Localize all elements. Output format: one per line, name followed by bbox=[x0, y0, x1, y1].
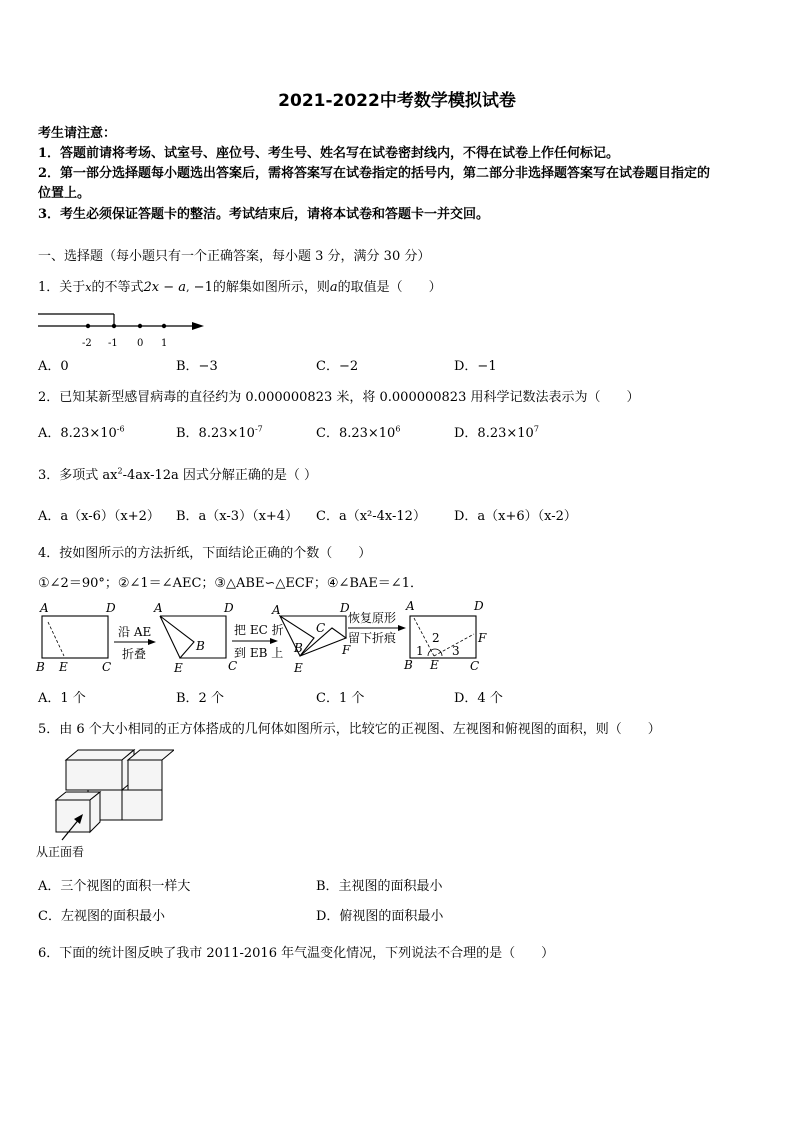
question-3-stem: 3．多项式 $ax^2-4ax-12a$ 因式分解正确的是（ ） bbox=[38, 466, 318, 483]
q1-inequality-rhs: −1 bbox=[193, 280, 213, 295]
svg-text:D: D bbox=[224, 601, 234, 615]
svg-text:C: C bbox=[470, 659, 480, 673]
svg-text:F: F bbox=[342, 643, 351, 657]
notice-item-2: 2．第一部分选择题每小题选出答案后，需将答案写在试卷指定的括号内，第二部分非选择题答案写在试卷题目指定的 bbox=[38, 166, 711, 181]
q1-text-3: 的解集如图所示，则 bbox=[212, 280, 330, 295]
svg-text:E: E bbox=[59, 660, 68, 674]
q4-option-d[interactable]: D．4 个 bbox=[454, 691, 503, 706]
svg-text:F: F bbox=[478, 631, 487, 645]
svg-text:D: D bbox=[474, 599, 484, 613]
q1-option-d[interactable]: D．−1 bbox=[454, 359, 497, 374]
q4-option-c[interactable]: C．1 个 bbox=[316, 691, 365, 706]
q4-folding-diagram bbox=[34, 598, 504, 678]
q1-inequality: 2x − a bbox=[143, 280, 187, 295]
step2-label: 把 EC 折 bbox=[234, 623, 284, 637]
q1-option-c[interactable]: C．−2 bbox=[316, 359, 359, 374]
q1-number-line bbox=[36, 302, 216, 350]
q2-option-b[interactable]: B．$8.23\times 10^{-7}$ bbox=[176, 424, 263, 441]
q1-text-1: 1．关于 bbox=[38, 280, 86, 295]
tick-label: -2 bbox=[82, 338, 92, 349]
notice-item-2-cont: 位置上。 bbox=[38, 186, 91, 201]
q1-text-2: 的不等式 bbox=[91, 280, 144, 295]
q3-option-a[interactable]: A．a（x-6）（x+2） bbox=[38, 509, 160, 524]
question-5-stem: 5．由 6 个大小相同的正方体搭成的几何体如图所示，比较它的正视图、左视图和俯视图的面积，则（ ） bbox=[38, 722, 661, 737]
svg-text:A: A bbox=[272, 603, 281, 617]
tick-label: 0 bbox=[137, 338, 144, 349]
tick-label: -1 bbox=[108, 338, 118, 349]
step3-label: 恢复原形 bbox=[348, 611, 397, 625]
q2-option-a[interactable]: A．$8.23\times 10^{-6}$ bbox=[38, 424, 125, 441]
svg-text:C: C bbox=[228, 659, 238, 673]
q3-option-c[interactable]: C．a（x²-4x-12） bbox=[316, 509, 426, 524]
q3-option-d[interactable]: D．a（x+6）（x-2） bbox=[454, 509, 577, 524]
question-1-stem: 1．关于x的不等式2x − a‚ −1的解集如图所示，则a的取值是（ ） bbox=[38, 280, 442, 295]
page-title: 2021-2022中考数学模拟试卷 bbox=[278, 91, 516, 111]
q2-option-c[interactable]: C．$8.23\times 10^6$ bbox=[316, 424, 401, 441]
step3-label-2: 留下折痕 bbox=[348, 631, 397, 645]
svg-text:C: C bbox=[316, 621, 326, 635]
svg-text:E: E bbox=[430, 658, 439, 672]
q5-caption: 从正面看 bbox=[36, 845, 85, 859]
question-2-stem: 2．已知某新型感冒病毒的直径约为 0.000000823 米，将 0.000000823 用科学记数法表示为（ ） bbox=[38, 390, 640, 405]
svg-text:B: B bbox=[196, 639, 205, 653]
question-4-conclusions: ①∠2＝90°；②∠1＝∠AEC；③△ABE∽△ECF；④∠BAE＝∠1． bbox=[38, 576, 423, 591]
step1-label: 沿 AE bbox=[118, 625, 152, 639]
svg-text:B: B bbox=[36, 660, 45, 674]
q1-option-a[interactable]: A．0 bbox=[38, 359, 69, 374]
svg-text:D: D bbox=[340, 601, 350, 615]
q1-text-4: 的取值是（ ） bbox=[337, 280, 442, 295]
q5-option-d[interactable]: D．俯视图的面积最小 bbox=[316, 909, 444, 924]
q1-var-a: a bbox=[329, 280, 338, 295]
svg-text:B: B bbox=[404, 658, 413, 672]
q1-option-b[interactable]: B．−3 bbox=[176, 359, 218, 374]
svg-text:A: A bbox=[154, 601, 163, 615]
q4-option-a[interactable]: A．1 个 bbox=[38, 691, 86, 706]
q5-option-a[interactable]: A．三个视图的面积一样大 bbox=[38, 879, 191, 894]
svg-text:D: D bbox=[106, 601, 116, 615]
q3-option-b[interactable]: B．a（x-3）（x+4） bbox=[176, 509, 299, 524]
notice-heading: 考生请注意： bbox=[38, 126, 117, 141]
svg-text:B: B bbox=[294, 641, 303, 655]
q1-var-x: x bbox=[85, 281, 92, 294]
svg-text:A: A bbox=[406, 599, 415, 613]
q4-option-b[interactable]: B．2 个 bbox=[176, 691, 224, 706]
question-4-stem: 4．按如图所示的方法折纸，下面结论正确的个数（ ） bbox=[38, 546, 372, 561]
svg-text:E: E bbox=[294, 661, 303, 675]
svg-text:3: 3 bbox=[452, 644, 460, 658]
section-heading: 一、选择题（每小题只有一个正确答案，每小题 3 分，满分 30 分） bbox=[38, 249, 431, 264]
svg-text:C: C bbox=[102, 660, 112, 674]
q2-option-d[interactable]: D．$8.23\times 10^7$ bbox=[454, 424, 539, 441]
question-6-stem: 6．下面的统计图反映了我市 2011-2016 年气温变化情况，下列说法不合理的是（ ） bbox=[38, 946, 555, 961]
q5-cube-diagram bbox=[34, 746, 174, 862]
notice-item-1: 1．答题前请将考场、试室号、座位号、考生号、姓名写在试卷密封线内，不得在试卷上作任何标记。 bbox=[38, 146, 620, 161]
step1-label-2: 折叠 bbox=[122, 647, 147, 661]
step2-label-2: 到 EB 上 bbox=[234, 646, 284, 660]
svg-text:2: 2 bbox=[432, 631, 440, 645]
q5-option-c[interactable]: C．左视图的面积最小 bbox=[38, 909, 165, 924]
notice-item-3: 3．考生必须保证答题卡的整洁。考试结束后，请将本试卷和答题卡一并交回。 bbox=[38, 207, 490, 222]
svg-text:1: 1 bbox=[416, 644, 424, 658]
svg-text:E: E bbox=[174, 661, 183, 675]
q5-option-b[interactable]: B．主视图的面积最小 bbox=[316, 879, 443, 894]
tick-label: 1 bbox=[161, 338, 168, 349]
svg-text:A: A bbox=[40, 601, 49, 615]
